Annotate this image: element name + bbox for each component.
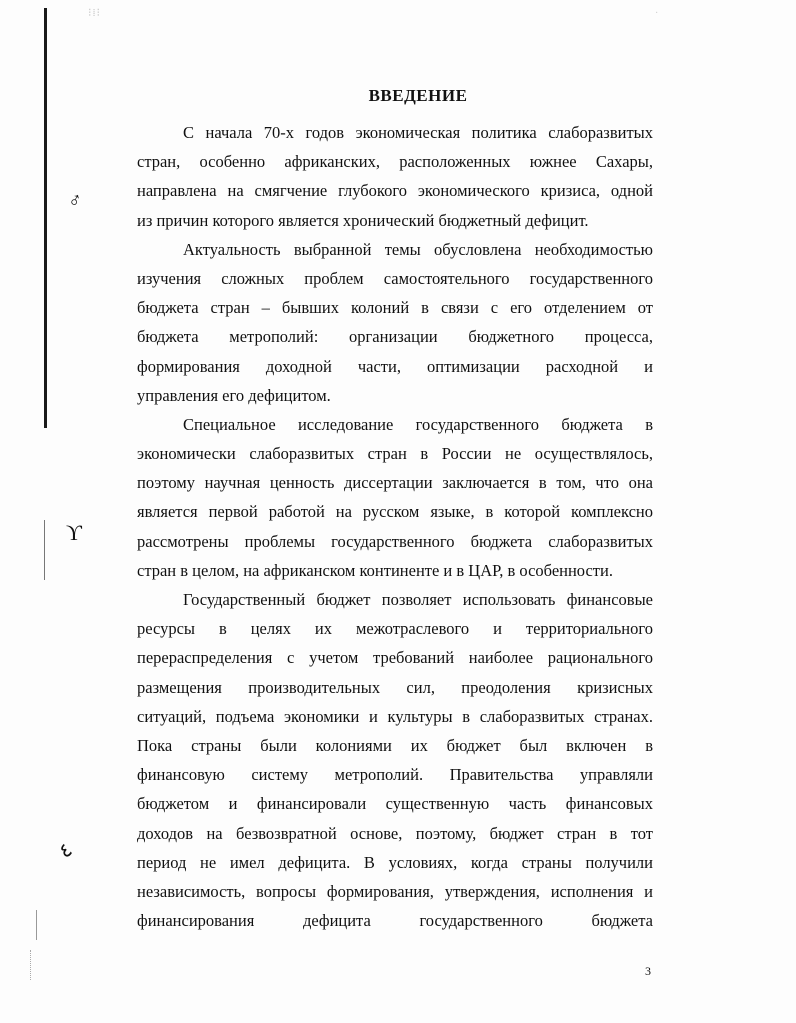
text-line: Специальное исследование государственного бюджета в xyxy=(183,414,653,434)
scan-faint-mark: ⁝⁞⁝ xyxy=(88,7,102,19)
text-line: бюджета стран – бывших колоний в связи с его отделением от xyxy=(137,298,653,318)
text-line: перераспределения с учетом требований наиболее рационального xyxy=(137,648,653,668)
body-text xyxy=(137,118,653,935)
text-line: финансовую систему метрополий. Правительства управляли xyxy=(137,765,653,785)
text-line: ресурсы в целях их межотраслевого и территориального xyxy=(137,619,653,639)
text-line: независимость, вопросы формирования, утверждения, исполнения и xyxy=(137,881,653,901)
text-line: стран, особенно африканских, расположенных южнее Сахары, xyxy=(137,152,653,172)
text-line: изучения сложных проблем самостоятельного государственного xyxy=(137,268,653,288)
text-line: экономически слаборазвитых стран в России не осуществлялось, xyxy=(137,444,653,464)
margin-mark-icon: ϒ xyxy=(66,520,82,545)
text-line: ситуаций, подъема экономики и культуры в слаборазвитых странах. xyxy=(137,706,653,726)
margin-mark-icon: ٤ xyxy=(54,838,77,864)
text-line: рассмотрены проблемы государственного бюджета слаборазвитых xyxy=(137,531,653,551)
text-line: финансирования дефицита государственного бюджета xyxy=(137,911,653,931)
text-line: С начала 70-х годов экономическая политика слаборазвитых xyxy=(183,123,653,142)
scan-edge-line xyxy=(44,8,47,428)
scan-faint-mark: · xyxy=(655,8,659,19)
margin-mark-icon: ♂ xyxy=(65,188,86,214)
text-line: Государственный бюджет позволяет использовать финансовые xyxy=(183,590,653,609)
text-line: стран в целом, на африканском континенте и в ЦАР, в особенности. xyxy=(137,560,613,580)
text-line: является первой работой на русском языке, в которой комплексно xyxy=(137,502,653,522)
text-line: из причин которого является хронический бюджетный дефицит. xyxy=(137,210,589,230)
scan-edge-dots xyxy=(30,950,32,980)
text-line: бюджета метрополий: организации бюджетного процесса, xyxy=(137,327,653,347)
text-line: формирования доходной части, оптимизации расходной и xyxy=(137,356,653,376)
text-line: период не имел дефицита. В условиях, когда страны получили xyxy=(137,852,653,872)
text-line: Пока страны были колониями их бюджет был включен в xyxy=(137,735,653,755)
text-line: бюджетом и финансировали существенную часть финансовых xyxy=(137,794,653,814)
text-line: Актуальность выбранной темы обусловлена необходимостью xyxy=(183,239,653,259)
text-line: направлена на смягчение глубокого экономического кризиса, одной xyxy=(137,181,653,201)
text-line: размещения производительных сил, преодоления кризисных xyxy=(137,677,653,697)
text-line: поэтому научная ценность диссертации заключается в том, что она xyxy=(137,473,653,493)
text-line: управления его дефицитом. xyxy=(137,385,331,405)
scan-edge-line xyxy=(44,520,45,580)
text-line: доходов на безвозвратной основе, поэтому, бюджет стран в тот xyxy=(137,823,653,843)
page-number: 3 xyxy=(645,964,651,978)
page-title: ВВЕДЕНИЕ xyxy=(368,86,468,105)
scan-edge-line xyxy=(36,910,37,940)
